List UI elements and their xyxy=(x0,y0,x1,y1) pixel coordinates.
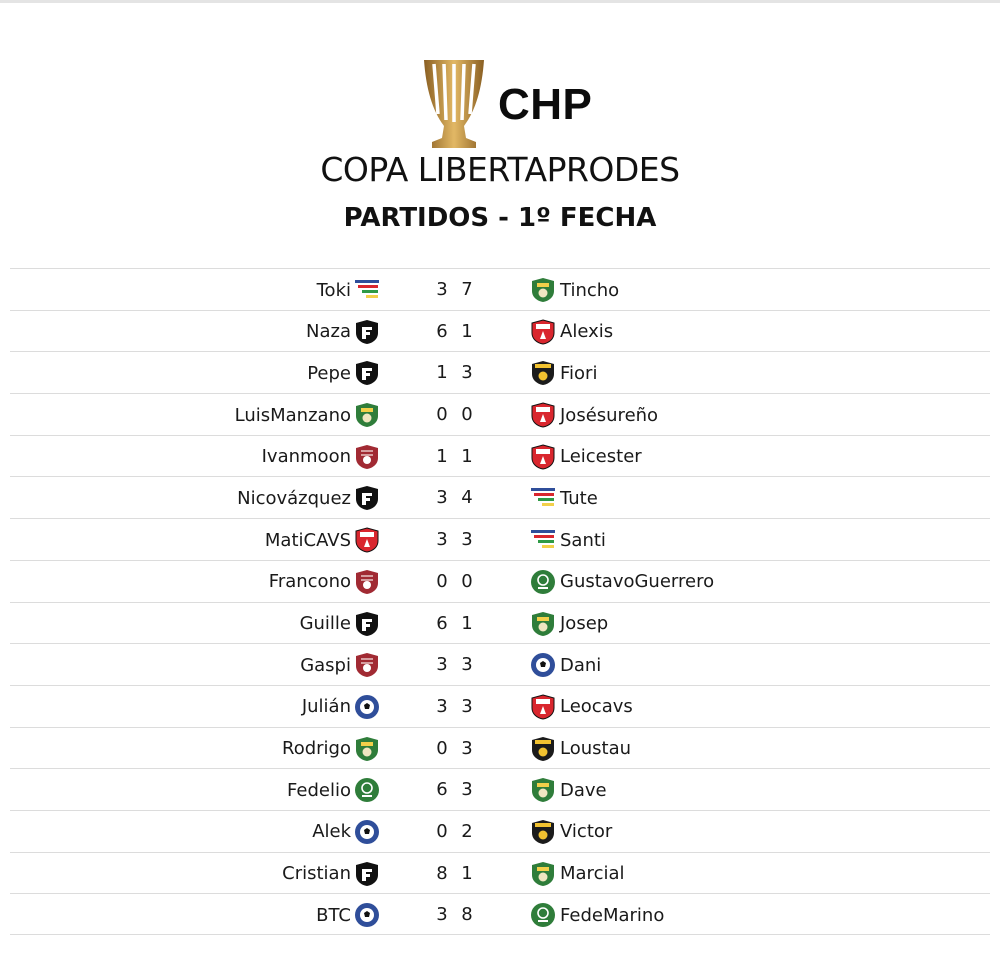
away-team xyxy=(530,736,631,762)
away-team-name: Tincho xyxy=(560,279,620,301)
away-team-name: Josésureño xyxy=(560,404,659,426)
home-team-name: LuisManzano xyxy=(234,404,351,426)
black-shield-icon xyxy=(354,611,380,637)
table-row xyxy=(10,476,990,518)
home-team xyxy=(262,444,380,470)
away-score: 3 xyxy=(461,362,473,384)
home-team-name: BTC xyxy=(316,904,351,926)
home-team xyxy=(265,527,380,553)
away-score: 1 xyxy=(461,320,473,342)
home-team xyxy=(269,569,380,595)
away-team-name: Leicester xyxy=(560,446,642,468)
maroon-shield-icon xyxy=(354,444,380,470)
green-shield-icon xyxy=(354,736,380,762)
stripes-icon xyxy=(530,527,556,553)
home-team-name: MatiCAVS xyxy=(264,529,351,551)
table-row xyxy=(10,518,990,560)
away-score: 8 xyxy=(461,904,473,926)
home-team-name: Gaspi xyxy=(300,654,351,676)
blue-ball-icon xyxy=(354,819,380,845)
green-shield-icon xyxy=(354,402,380,428)
home-score: 6 xyxy=(436,612,448,634)
home-team-name: Toki xyxy=(316,279,351,301)
red-adp-shield-icon xyxy=(530,444,556,470)
home-team xyxy=(235,402,380,428)
away-team xyxy=(530,360,597,386)
away-team xyxy=(530,402,658,428)
away-team-name: Loustau xyxy=(560,738,632,760)
tournament-title: COPA LIBERTAPRODES xyxy=(320,150,680,189)
away-team-name: Marcial xyxy=(560,863,625,885)
table-row xyxy=(10,685,990,727)
away-score: 4 xyxy=(461,487,473,509)
home-score: 3 xyxy=(436,529,448,551)
away-team-name: Victor xyxy=(560,821,613,843)
table-row xyxy=(10,602,990,644)
away-team-name: Alexis xyxy=(560,321,614,343)
home-team-name: Naza xyxy=(306,321,351,343)
away-team xyxy=(530,861,625,887)
round-subtitle: PARTIDOS - 1º FECHA xyxy=(343,203,657,233)
table-row xyxy=(10,351,990,393)
black-shield-icon xyxy=(354,861,380,887)
red-adp-shield-icon xyxy=(530,319,556,345)
home-score: 3 xyxy=(436,487,448,509)
table-row xyxy=(10,893,990,935)
green-shield-icon xyxy=(530,777,556,803)
maroon-shield-icon xyxy=(354,652,380,678)
home-team-name: Nicovázquez xyxy=(237,487,351,509)
home-score: 3 xyxy=(436,654,448,676)
home-team-name: Fedelio xyxy=(287,779,351,801)
matches-table xyxy=(10,268,990,935)
afm-shield-icon xyxy=(530,736,556,762)
stripes-icon xyxy=(354,277,380,303)
away-score: 7 xyxy=(461,279,473,300)
home-score: 0 xyxy=(436,737,448,759)
table-row xyxy=(10,810,990,852)
home-team xyxy=(317,277,380,303)
away-team-name: Dave xyxy=(560,779,607,801)
away-team xyxy=(530,819,612,845)
away-team-name: Tute xyxy=(560,487,598,509)
brand-name: CHP xyxy=(498,80,593,129)
home-team-name: Pepe xyxy=(307,362,351,384)
table-row xyxy=(10,393,990,435)
away-score: 2 xyxy=(461,820,473,842)
home-score: 3 xyxy=(436,904,448,926)
brand-header xyxy=(418,58,618,152)
away-team-name: FedeMarino xyxy=(560,904,665,926)
home-team xyxy=(237,485,380,511)
black-shield-icon xyxy=(354,319,380,345)
home-team xyxy=(300,611,380,637)
home-team-name: Alek xyxy=(312,821,351,843)
away-team-name: Santi xyxy=(560,529,606,551)
home-team xyxy=(282,861,380,887)
green-shield-icon xyxy=(530,611,556,637)
home-score: 6 xyxy=(436,779,448,801)
red-adp-shield-icon xyxy=(530,694,556,720)
blue-ball-icon xyxy=(354,902,380,928)
away-team xyxy=(530,694,633,720)
home-team xyxy=(302,694,380,720)
table-row xyxy=(10,727,990,769)
trophy-logo-icon xyxy=(418,58,490,150)
home-score: 0 xyxy=(436,404,448,426)
home-team xyxy=(282,736,380,762)
home-team-name: Rodrigo xyxy=(282,738,351,760)
black-shield-icon xyxy=(354,485,380,511)
away-team xyxy=(530,652,601,678)
table-row xyxy=(10,852,990,894)
away-score: 0 xyxy=(461,404,473,426)
blue-ball-icon xyxy=(530,652,556,678)
afm-shield-icon xyxy=(530,819,556,845)
red-adp-shield-icon xyxy=(530,402,556,428)
black-shield-icon xyxy=(354,360,380,386)
home-team xyxy=(306,319,380,345)
away-score: 1 xyxy=(461,445,473,467)
home-team-name: Francono xyxy=(268,571,351,593)
home-score: 3 xyxy=(436,695,448,717)
away-team-name: GustavoGuerrero xyxy=(560,571,715,593)
away-team xyxy=(530,319,613,345)
away-score: 3 xyxy=(461,737,473,759)
green-shield-icon xyxy=(530,277,556,303)
home-team-name: Guille xyxy=(299,613,351,634)
table-row xyxy=(10,435,990,477)
away-score: 1 xyxy=(461,612,473,634)
table-row xyxy=(10,643,990,685)
home-team xyxy=(307,360,380,386)
away-score: 1 xyxy=(461,862,473,884)
away-score: 3 xyxy=(461,529,473,551)
home-score: 0 xyxy=(436,570,448,592)
away-score: 3 xyxy=(461,779,473,801)
away-team xyxy=(530,611,608,637)
home-score: 6 xyxy=(436,320,448,342)
away-team-name: Dani xyxy=(560,654,602,676)
blue-ball-icon xyxy=(354,694,380,720)
away-team xyxy=(530,444,642,470)
away-score: 3 xyxy=(461,695,473,717)
away-team xyxy=(530,902,664,928)
red-adp-shield-icon xyxy=(354,527,380,553)
home-score: 3 xyxy=(436,279,448,300)
away-team-name: Fiori xyxy=(560,362,598,384)
maroon-shield-icon xyxy=(354,569,380,595)
table-row xyxy=(10,310,990,352)
home-score: 1 xyxy=(436,362,448,384)
home-team-name: Julián xyxy=(301,696,351,718)
home-team xyxy=(312,819,380,845)
away-score: 3 xyxy=(461,654,473,676)
table-row xyxy=(10,560,990,602)
home-team xyxy=(316,902,380,928)
green-circle-icon xyxy=(354,777,380,803)
away-team-name: Leocavs xyxy=(560,696,633,718)
away-team xyxy=(530,569,714,595)
afm-shield-icon xyxy=(530,360,556,386)
green-shield-icon xyxy=(530,861,556,887)
home-team xyxy=(287,777,380,803)
away-team xyxy=(530,527,606,553)
green-circle-icon xyxy=(530,569,556,595)
away-score: 0 xyxy=(461,570,473,592)
home-score: 1 xyxy=(436,445,448,467)
home-score: 8 xyxy=(436,862,448,884)
home-score: 0 xyxy=(436,820,448,842)
home-team xyxy=(300,652,380,678)
table-row xyxy=(10,768,990,810)
top-divider xyxy=(0,0,1000,3)
away-team xyxy=(530,777,607,803)
away-team xyxy=(530,485,598,511)
table-row xyxy=(10,268,990,310)
home-team-name: Cristian xyxy=(282,863,351,885)
away-team-name: Josep xyxy=(560,613,609,634)
away-team xyxy=(530,277,619,303)
green-circle-icon xyxy=(530,902,556,928)
stripes-icon xyxy=(530,485,556,511)
home-team-name: Ivanmoon xyxy=(261,446,351,468)
